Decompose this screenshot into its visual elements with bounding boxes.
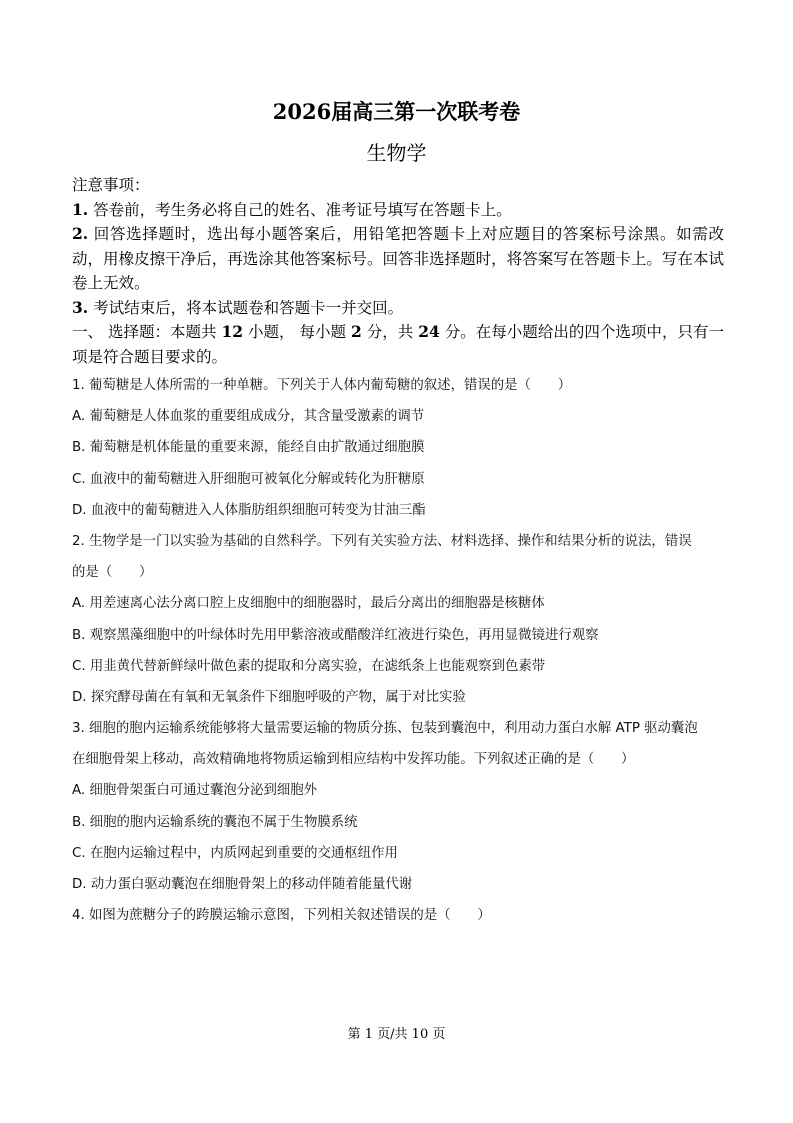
question-option: A. 细胞骨架蛋白可通过囊泡分泌到细胞外: [72, 783, 318, 799]
question-stem: 3. 细胞的胞内运输系统能够将大量需要运输的物质分拣、包装到囊泡中，利用动力蛋白水解 ATP 驱动囊泡: [72, 721, 698, 737]
question-option: C. 血液中的葡萄糖进入肝细胞可被氧化分解或转化为肝糖原: [72, 471, 425, 487]
exam-title: 2026届高三第一次联考卷: [272, 99, 521, 124]
section-suffix: 分。在每小题给出的四个选项中，只有一项是符合题目要求的。: [72, 323, 724, 366]
section-score-each: 2: [351, 322, 362, 341]
section-prefix: 一、 选择题：本题共: [72, 323, 222, 341]
section-mid1: 小题， 每小题: [243, 323, 351, 341]
question-option: C. 用韭黄代替新鲜绿叶做色素的提取和分离实验，在滤纸条上也能观察到色素带: [72, 658, 546, 674]
notice-item-number: 2.: [72, 224, 89, 243]
question-option: B. 细胞的胞内运输系统的囊泡不属于生物膜系统: [72, 814, 358, 830]
notice-item: [72, 296, 724, 321]
notice-section: [72, 173, 724, 369]
section-total-score: 24: [418, 322, 440, 341]
question-list: [72, 370, 724, 931]
notice-item-text: 答卷前，考生务必将自己的姓名、准考证号填写在答题卡上。: [88, 200, 512, 219]
question-option: D. 动力蛋白驱动囊泡在细胞骨架上的移动伴随着能量代谢: [72, 877, 413, 892]
subject-title: 生物学: [366, 141, 427, 165]
question-stem: 2. 生物学是一门以实验为基础的自然科学。下列有关实验方法、材料选择、操作和结果分析的说法，错误: [72, 533, 692, 549]
question-stem: 在细胞骨架上移动，高效精确地将物质运输到相应结构中发挥功能。下列叙述正确的是（ ）: [72, 752, 635, 768]
notice-item: [72, 222, 724, 296]
question-option: B. 观察黑藻细胞中的叶绿体时先用甲紫溶液或醋酸洋红液进行染色，再用显微镜进行观察: [72, 627, 599, 643]
question-option: C. 在胞内运输过程中，内质网起到重要的交通枢纽作用: [72, 845, 398, 861]
notice-heading: 注意事项：: [72, 176, 150, 194]
section-instructions: [72, 320, 724, 369]
question-stem: 4. 如图为蔗糖分子的跨膜运输示意图，下列相关叙述错误的是（ ）: [72, 908, 491, 924]
question-option: A. 葡萄糖是人体血浆的重要组成成分，其含量受激素的调节: [72, 409, 425, 425]
question-option: D. 血液中的葡萄糖进入人体脂肪组织细胞可转变为甘油三酯: [72, 502, 426, 518]
notice-item-text: 考试结束后，将本试题卷和答题卡一并交回。: [88, 298, 404, 317]
question-option: B. 葡萄糖是机体能量的重要来源，能经自由扩散通过细胞膜: [72, 440, 425, 456]
question-stem: 1. 葡萄糖是人体所需的一种单糖。下列关于人体内葡萄糖的叙述，错误的是（ ）: [72, 378, 572, 393]
question-stem: 的是（ ）: [72, 565, 153, 581]
section-mid2: 分，共: [361, 323, 419, 341]
notice-item-number: 1.: [72, 199, 89, 219]
question-option: A. 用差速离心法分离口腔上皮细胞中的细胞器时，最后分离出的细胞器是核糖体: [72, 596, 545, 612]
page-number: 第 1 页/共 10 页: [347, 1027, 446, 1042]
section-question-count: 12: [221, 322, 244, 341]
question-option: D. 探究酵母菌在有氧和无氧条件下细胞呼吸的产物，属于对比实验: [72, 689, 466, 705]
notice-item-number: 3.: [72, 297, 89, 317]
notice-item: [72, 198, 724, 223]
notice-item-text: 回答选择题时，选出每小题答案后，用铅笔把答题卡上对应题目的答案标号涂黑。如需改动，用橡皮擦干净后，再选涂其他答案标号。回答非选择题时，将答案写在答题卡上。写在本试卷上无效。: [72, 225, 724, 292]
